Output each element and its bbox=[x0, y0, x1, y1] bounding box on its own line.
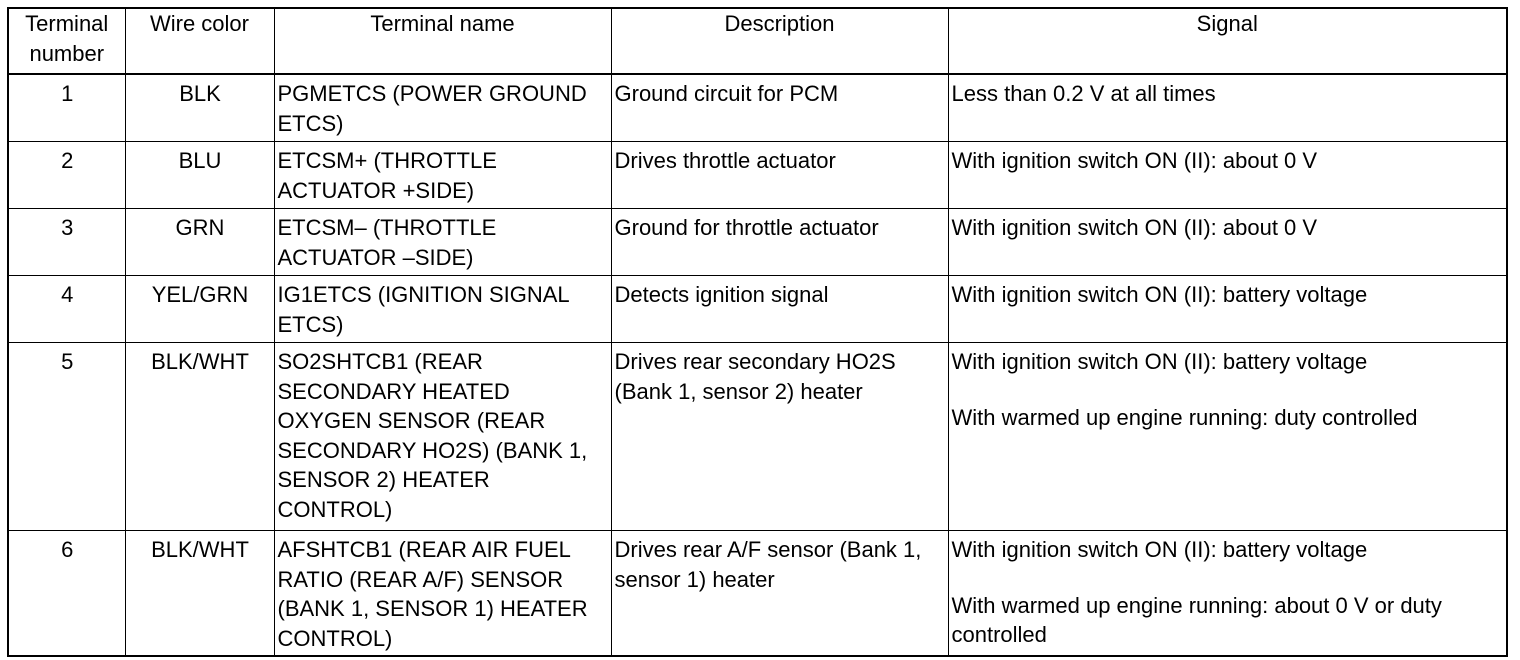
signal-cell bbox=[948, 74, 1507, 142]
signal-text: With ignition switch ON (II): about 0 V bbox=[951, 148, 1318, 173]
wire-color-cell: GRN bbox=[125, 209, 274, 276]
wire-color-cell: BLK/WHT bbox=[125, 531, 274, 657]
terminal-name-cell: ETCSM– (THROTTLE ACTUATOR –SIDE) bbox=[274, 209, 611, 276]
signal-cell bbox=[948, 276, 1507, 343]
table-row bbox=[8, 209, 1507, 276]
header-signal: Signal bbox=[948, 8, 1507, 74]
description-cell: Detects ignition signal bbox=[611, 276, 948, 343]
description-cell: Ground circuit for PCM bbox=[611, 74, 948, 142]
terminal-table bbox=[7, 7, 1508, 657]
signal-cell bbox=[948, 209, 1507, 276]
terminal-name-cell: AFSHTCB1 (REAR AIR FUEL RATIO (REAR A/F) SENSOR (BANK 1, SENSOR 1) HEATER CONTROL) bbox=[274, 531, 611, 657]
signal-text: With ignition switch ON (II): battery voltage bbox=[951, 349, 1368, 374]
table-row bbox=[8, 531, 1507, 657]
signal-text-secondary: With warmed up engine running: duty controlled bbox=[951, 404, 1418, 430]
signal-cell bbox=[948, 142, 1507, 209]
signal-text: Less than 0.2 V at all times bbox=[951, 81, 1216, 106]
description-cell: Drives throttle actuator bbox=[611, 142, 948, 209]
wire-color-cell: BLU bbox=[125, 142, 274, 209]
header-wire-color: Wire color bbox=[125, 8, 274, 74]
header-row bbox=[8, 8, 1507, 74]
terminal-name-cell: SO2SHTCB1 (REAR SECONDARY HEATED OXYGEN SENSOR (REAR SECONDARY HO2S) (BANK 1, SENSOR 2) HEATER CONTROL) bbox=[274, 343, 611, 531]
signal-text: With ignition switch ON (II): battery voltage bbox=[951, 537, 1368, 562]
signal-cell bbox=[948, 531, 1507, 657]
description-cell: Ground for throttle actuator bbox=[611, 209, 948, 276]
terminal-name-cell: IG1ETCS (IGNITION SIGNAL ETCS) bbox=[274, 276, 611, 343]
table-row bbox=[8, 74, 1507, 142]
table-row bbox=[8, 343, 1507, 531]
wire-color-cell: BLK bbox=[125, 74, 274, 142]
table-row bbox=[8, 142, 1507, 209]
header-terminal-number bbox=[8, 8, 125, 74]
signal-text: With ignition switch ON (II): battery voltage bbox=[951, 282, 1368, 307]
wire-color-cell: BLK/WHT bbox=[125, 343, 274, 531]
terminal-number-cell: 5 bbox=[8, 343, 125, 531]
header-terminal-name: Terminal name bbox=[274, 8, 611, 74]
terminal-name-cell: ETCSM+ (THROTTLE ACTUATOR +SIDE) bbox=[274, 142, 611, 209]
terminal-number-cell: 4 bbox=[8, 276, 125, 343]
terminal-number-cell: 3 bbox=[8, 209, 125, 276]
terminal-number-cell: 1 bbox=[8, 74, 125, 142]
description-cell: Drives rear A/F sensor (Bank 1, sensor 1) heater bbox=[611, 531, 948, 657]
signal-text: With ignition switch ON (II): about 0 V bbox=[951, 215, 1318, 240]
signal-cell bbox=[948, 343, 1507, 531]
description-cell: Drives rear secondary HO2S (Bank 1, sensor 2) heater bbox=[611, 343, 948, 531]
signal-text-secondary: With warmed up engine running: about 0 V or duty controlled bbox=[951, 592, 1442, 647]
terminal-name-cell: PGMETCS (POWER GROUND ETCS) bbox=[274, 74, 611, 142]
table-row bbox=[8, 276, 1507, 343]
header-terminal-number-line2: number bbox=[29, 40, 105, 66]
terminal-number-cell: 2 bbox=[8, 142, 125, 209]
terminal-number-cell: 6 bbox=[8, 531, 125, 657]
wire-color-cell: YEL/GRN bbox=[125, 276, 274, 343]
header-terminal-number-line1: Terminal bbox=[25, 11, 109, 36]
header-description: Description bbox=[611, 8, 948, 74]
